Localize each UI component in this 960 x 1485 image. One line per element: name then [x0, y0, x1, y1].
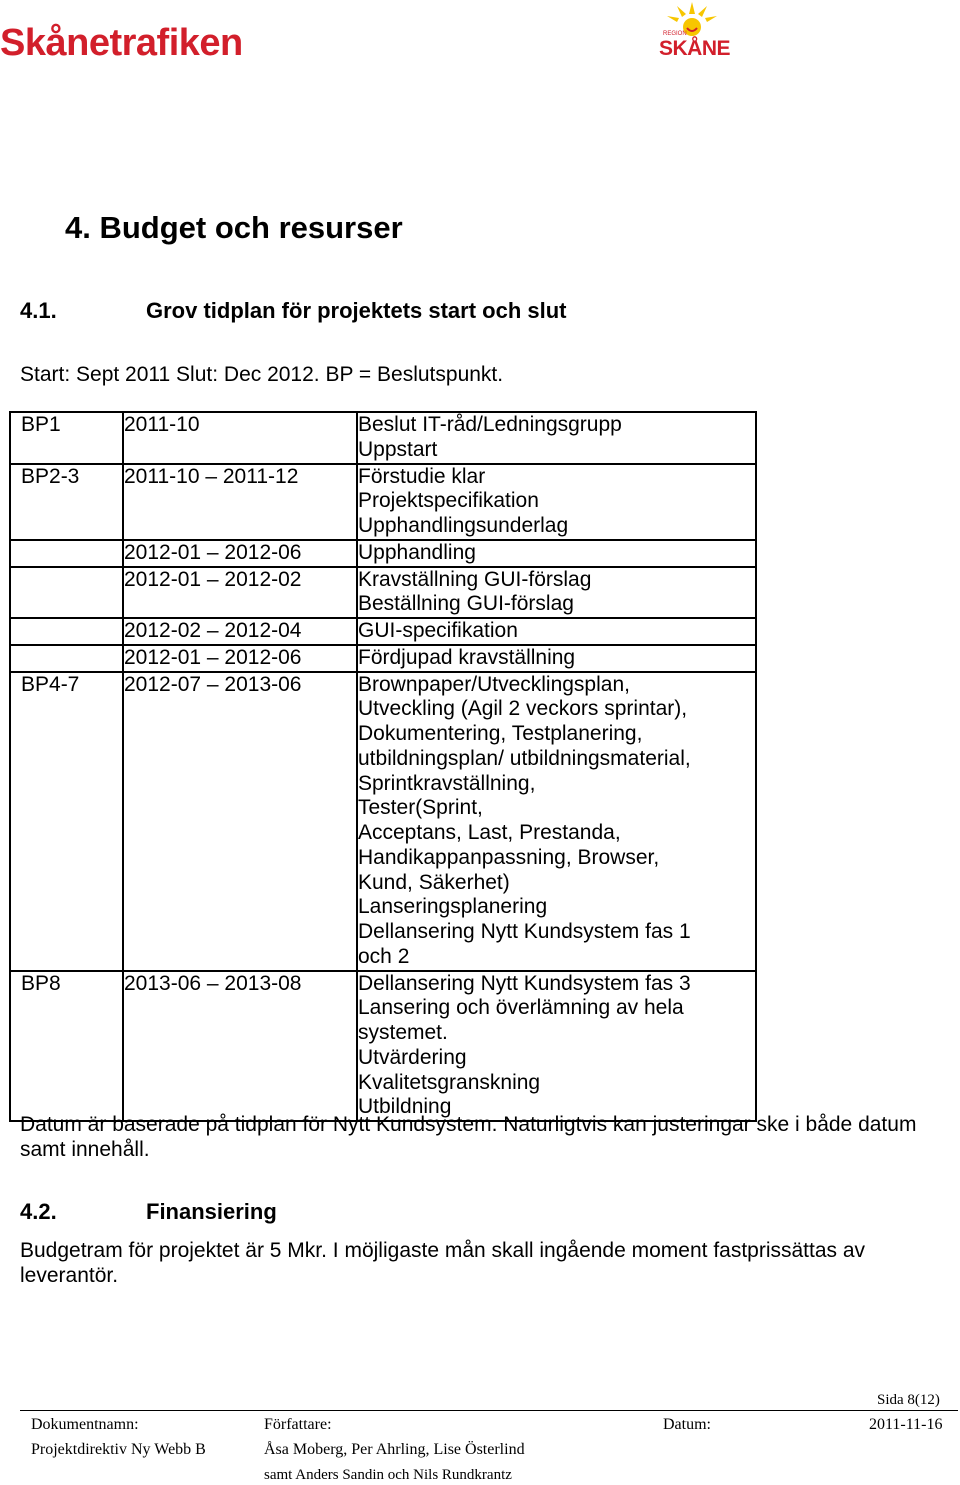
- activity-line: Utveckling (Agil 2 veckors sprintar),: [358, 697, 688, 721]
- table-row: [10, 412, 756, 464]
- activity-line: Acceptans, Last, Prestanda,: [358, 821, 621, 844]
- activity-line: Tester(Sprint,: [358, 796, 483, 820]
- table-row: [10, 971, 756, 1122]
- activity-line: Fördjupad kravställning: [358, 645, 576, 669]
- period-cell: 2012-02 – 2012-04: [123, 618, 357, 645]
- activity-line: Dellansering Nytt Kundsystem fas 1: [358, 920, 691, 943]
- period-cell: 2012-01 – 2012-02: [123, 567, 357, 619]
- intro-text: Start: Sept 2011 Slut: Dec 2012. BP = Beslutspunkt.: [20, 363, 504, 386]
- section-4-1-number: 4.1.: [20, 298, 57, 323]
- footer-divider: [20, 1410, 958, 1411]
- activity-line: Kund, Säkerhet): [358, 870, 510, 894]
- table-row: [10, 672, 756, 971]
- period-cell: 2012-01 – 2012-06: [123, 645, 357, 672]
- activity-line: Brownpaper/Utvecklingsplan,: [358, 672, 630, 696]
- activity-cell: [357, 464, 756, 540]
- activity-cell: [357, 618, 756, 645]
- section-4-1-title: Grov tidplan för projektets start och slut: [146, 298, 567, 323]
- period-cell: 2011-10: [123, 412, 357, 464]
- period-cell: 2012-01 – 2012-06: [123, 540, 357, 567]
- activity-line: Projektspecifikation: [358, 489, 539, 513]
- milestone-cell: [10, 567, 123, 619]
- activity-line: Handikappanpassning, Browser,: [358, 845, 660, 869]
- budget-text: Budgetram för projektet är 5 Mkr. I möjligaste mån skall ingående moment fastprissättas av leverantör.: [20, 1239, 866, 1287]
- section-4-2-title: Finansiering: [146, 1199, 277, 1224]
- author-label: Författare:: [264, 1416, 332, 1433]
- section-4-2-number: 4.2.: [20, 1199, 57, 1224]
- activity-line: Beställning GUI-förslag: [358, 592, 574, 616]
- table-row: [10, 645, 756, 672]
- activity-line: Upphandling: [358, 540, 476, 564]
- activity-line: Dokumentering, Testplanering,: [358, 722, 643, 745]
- milestone-cell: BP8: [10, 971, 123, 1122]
- author-line-2: samt Anders Sandin och Nils Rundkrantz: [264, 1467, 512, 1483]
- schedule-note: Datum är baserade på tidplan för Nytt Kundsystem. Naturligtvis kan justeringar ske i både datum samt innehåll.: [20, 1113, 917, 1161]
- activity-cell: [357, 645, 756, 672]
- activity-line: Dellansering Nytt Kundsystem fas 3: [358, 971, 691, 995]
- period-cell: 2012-07 – 2013-06: [123, 672, 357, 971]
- activity-line: Utbildning: [358, 1095, 452, 1119]
- region-logo-word: SKÅNE: [659, 37, 731, 60]
- table-row: [10, 540, 756, 567]
- activity-cell: [357, 412, 756, 464]
- section-title: 4. Budget och resurser: [65, 210, 403, 245]
- activity-line: Kvalitetsgranskning: [358, 1070, 541, 1094]
- activity-line: Utvärdering: [358, 1045, 467, 1069]
- activity-line: Sprintkravställning,: [358, 771, 536, 795]
- page-number: Sida 8(12): [877, 1392, 940, 1408]
- activity-line: Beslut IT-råd/Ledningsgrupp: [358, 413, 622, 436]
- activity-cell: [357, 567, 756, 619]
- table-row: [10, 567, 756, 619]
- activity-line: Lansering och överlämning av hela: [358, 996, 684, 1020]
- date-label: Datum:: [663, 1416, 711, 1433]
- period-cell: 2013-06 – 2013-08: [123, 971, 357, 1122]
- table-row: [10, 618, 756, 645]
- region-skane-logo: [655, 0, 730, 66]
- activity-cell: [357, 540, 756, 567]
- activity-cell: [357, 672, 756, 971]
- activity-line: Förstudie klar: [358, 464, 486, 488]
- activity-line: utbildningsplan/ utbildningsmaterial,: [358, 746, 691, 770]
- activity-line: Uppstart: [358, 437, 438, 461]
- milestone-cell: [10, 618, 123, 645]
- author-line-1: Åsa Moberg, Per Ahrling, Lise Österlind: [264, 1441, 525, 1458]
- activity-line: GUI-specifikation: [358, 619, 518, 642]
- timeline-table: [9, 411, 757, 1122]
- region-logo-small-text: REGION: [663, 31, 687, 37]
- activity-line: systemet.: [358, 1021, 448, 1044]
- milestone-cell: [10, 645, 123, 672]
- activity-line: och 2: [358, 944, 410, 968]
- milestone-cell: BP4-7: [10, 672, 123, 971]
- doc-name-value: Projektdirektiv Ny Webb B: [31, 1441, 206, 1458]
- period-cell: 2011-10 – 2011-12: [123, 464, 357, 540]
- milestone-cell: [10, 540, 123, 567]
- activity-line: Kravställning GUI-förslag: [358, 567, 592, 591]
- activity-line: Lanseringsplanering: [358, 895, 548, 919]
- date-value: 2011-11-16: [869, 1416, 943, 1433]
- table-row: [10, 464, 756, 540]
- skanetrafiken-logo: Skånetrafiken: [0, 22, 243, 64]
- milestone-cell: BP2-3: [10, 464, 123, 540]
- activity-cell: [357, 971, 756, 1122]
- milestone-cell: BP1: [10, 412, 123, 464]
- activity-line: Upphandlingsunderlag: [358, 514, 569, 537]
- doc-name-label: Dokumentnamn:: [31, 1416, 139, 1433]
